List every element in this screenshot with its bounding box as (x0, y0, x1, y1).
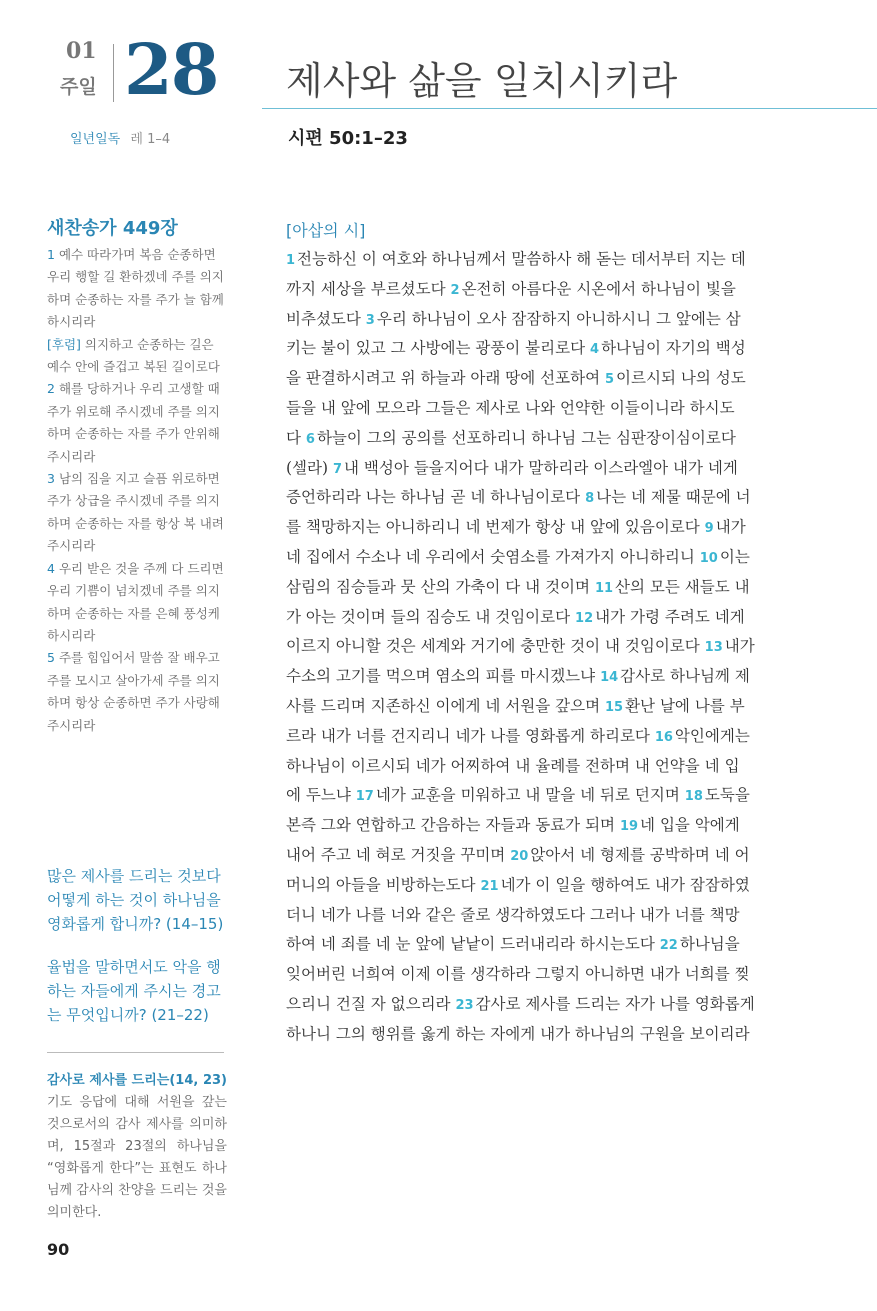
sidebar-divider (47, 1052, 224, 1053)
verse-text: 하나니 그의 행위를 옳게 하는 자에게 내가 하나님의 구원을 보이리라 (286, 1024, 750, 1043)
day-number: 28 (124, 28, 218, 111)
verse-number: 10 (699, 550, 718, 566)
hymn-line (47, 647, 227, 669)
verse-text: 네가 이 일을 행하여도 내가 잠잠하였 (500, 875, 750, 894)
psalm-line (286, 603, 788, 633)
header-divider (113, 44, 114, 102)
hymn-line (47, 401, 227, 423)
verse-number: 11 (594, 580, 614, 596)
verse-number: 4 (590, 342, 600, 358)
lyric-text: 주시리라 (47, 717, 96, 733)
hymn-line (47, 289, 227, 311)
verse-text: 악인에게는 (674, 726, 750, 745)
hymn-line (47, 423, 227, 445)
psalm-line (286, 245, 788, 275)
psalm-line (286, 781, 788, 811)
verse-text: 환난 날에 나를 부 (625, 696, 745, 715)
verse-text: 증언하리라 나는 하나님 곧 네 하나님이로다 (286, 488, 586, 507)
hymn-line (47, 580, 227, 602)
verse-number: 3 (365, 312, 375, 328)
psalm-text (286, 245, 788, 1050)
psalm-line (286, 841, 788, 871)
lyric-text: 우리 받은 것을 주께 다 드리면 (58, 560, 224, 576)
verse-number: 13 (704, 640, 723, 656)
verse-text: 에 두느냐 (286, 786, 356, 805)
hymn-line (47, 625, 227, 647)
title-underline (262, 108, 877, 109)
psalm-line (286, 960, 788, 990)
lyric-text: 하며 항상 순종하면 주가 사랑해 (47, 695, 220, 711)
lyric-text: 예수 안에 즐겁고 복된 길이로다 (47, 359, 220, 375)
hymn-line (47, 378, 227, 400)
verse-number: 8 (585, 491, 595, 507)
psalm-line (286, 454, 788, 484)
lyric-text: 주시리라 (47, 538, 96, 554)
page-title: 제사와 삶을 일치시키라 (286, 59, 678, 103)
verse-text: 수소의 고기를 먹으며 염소의 피를 마시겠느냐 (286, 667, 601, 686)
psalm-heading: [아삽의 시] (286, 221, 366, 240)
psalm-line (286, 901, 788, 931)
verse-text: 하여 네 죄를 네 눈 앞에 낱낱이 드러내리라 하시는도다 (286, 935, 660, 954)
verse-number: 3 (47, 471, 59, 487)
hymn-line (47, 311, 227, 333)
verse-text: 네 입을 악에게 (640, 816, 740, 835)
psalm-line (286, 573, 788, 603)
verse-number: 2 (450, 282, 460, 298)
psalm-line (286, 632, 788, 662)
verse-number: 23 (455, 997, 474, 1013)
study-note-highlight: 감사로 제사를 드리는(14, 23) (47, 1073, 227, 1088)
verse-number: 22 (659, 938, 678, 954)
verse-text: 삼림의 짐승들과 뭇 산의 가축이 다 내 것이며 (286, 577, 595, 596)
psalm-line (286, 334, 788, 364)
verse-text: 내가 (715, 518, 746, 537)
verse-text: 하늘이 그의 공의를 선포하리니 하나님 그는 심판장이심이로다 (316, 428, 736, 447)
yearly-reading (70, 128, 170, 147)
lyric-text: 남의 짐을 지고 슬픔 위로하면 (58, 471, 220, 487)
verse-text: 을 판결하시려고 위 하늘과 아래 땅에 선포하여 (286, 369, 605, 388)
verse-number: 12 (575, 610, 594, 626)
verse-number: 1 (286, 253, 296, 268)
verse-text: 까지 세상을 부르셨도다 (286, 279, 451, 298)
verse-number: 1 (47, 247, 59, 262)
verse-text: 나는 네 제물 때문에 너 (596, 488, 751, 507)
psalm-line (286, 662, 788, 692)
verse-text: 전능하신 이 여호와 하나님께서 말씀하사 해 돋는 데서부터 지는 데 (297, 250, 746, 268)
yearly-reading-label: 일년일독 (70, 132, 121, 147)
psalm-line (286, 752, 788, 782)
psalm-line (286, 394, 788, 424)
hymn-line (47, 670, 227, 692)
psalm-line (286, 424, 788, 454)
verse-number: 5 (47, 650, 59, 666)
verse-text: 네가 교훈을 미워하고 내 말을 네 뒤로 던지며 (375, 786, 685, 805)
weekday-label: 주일 (60, 76, 97, 98)
verse-text: 내 백성아 들을지어다 내가 말하리라 이스라엘아 내가 네게 (344, 458, 738, 477)
verse-text: 감사로 제사를 드리는 자가 나를 영화롭게 (475, 994, 755, 1013)
lyric-text: 의지하고 순종하는 길은 (84, 336, 214, 352)
hymn-line (47, 490, 227, 512)
verse-text: 본즉 그와 연합하고 간음하는 자들과 동료가 되며 (286, 816, 620, 835)
page-number: 90 (47, 1240, 70, 1259)
verse-text: 더니 네가 나를 너와 같은 줄로 생각하였도다 그러나 내가 너를 책망 (286, 905, 740, 924)
verse-text: 앉아서 네 형제를 공박하며 네 어 (530, 845, 750, 864)
study-note-text: 기도 응답에 대해 서원을 갚는 것으로서의 감사 제사를 의미하며, 15절과 23절의 하나님을 “영화롭게 한다”는 표현도 하나님께 감사의 찬양을 드리는 것을 의미한다. (47, 1095, 227, 1220)
verse-text: 이는 (719, 547, 750, 566)
lyric-text: 하시리라 (47, 627, 96, 643)
lyric-text: 하며 순종하는 자를 항상 복 내려 (47, 515, 224, 531)
lyric-text: 주를 힘입어서 말씀 잘 배우고 (58, 650, 220, 666)
verse-text: 하나님이 이르시되 네가 어찌하여 내 율례를 전하며 내 언약을 네 입 (286, 756, 740, 775)
lyric-text: 예수 따라가며 복음 순종하면 (58, 247, 216, 262)
passage-reference: 시편 50:1–23 (288, 128, 408, 149)
verse-text: 하나님을 (679, 935, 740, 954)
lyric-text: 하시리라 (47, 314, 96, 330)
psalm-line (286, 811, 788, 841)
verse-text: 사를 드리며 지존하신 이에게 네 서원을 갚으며 (286, 696, 605, 715)
hymn-line (47, 535, 227, 557)
psalm-line (286, 1020, 788, 1050)
hymn-line (47, 334, 227, 356)
verse-text: 우리 하나님이 오사 잠잠하지 아니하시니 그 앞에는 삼 (376, 309, 741, 328)
verse-text: 르라 내가 너를 건지리니 네가 나를 영화롭게 하리로다 (286, 726, 655, 745)
verse-text: 내가 가령 주려도 네게 (595, 607, 745, 626)
verse-number: 14 (600, 670, 619, 686)
refrain-label: [후렴] (47, 336, 85, 352)
hymn-line (47, 513, 227, 535)
verse-text: 으리니 건질 자 없으리라 (286, 994, 456, 1013)
verse-number: 9 (704, 521, 714, 537)
psalm-line (286, 483, 788, 513)
verse-number: 19 (619, 819, 639, 835)
verse-text: 키는 불이 있고 그 사방에는 광풍이 불리로다 (286, 339, 591, 358)
hymn-line (47, 446, 227, 468)
hymn-line (47, 692, 227, 714)
hymn-line (47, 715, 227, 737)
verse-text: (셀라) (286, 458, 333, 477)
lyric-text: 주가 위로해 주시겠네 주를 의지 (47, 403, 220, 419)
lyric-text: 주를 모시고 살아가세 주를 의지 (47, 672, 220, 688)
verse-text: 온전히 아름다운 시온에서 하나님이 빛을 (461, 279, 736, 298)
verse-number: 18 (684, 789, 703, 805)
psalm-line (286, 305, 788, 335)
question-2: 율법을 말하면서도 악을 행하는 자들에게 주시는 경고는 무엇입니까? (21–22) (47, 958, 221, 1024)
verse-text: 이르시되 나의 성도 (616, 369, 746, 388)
verse-number: 20 (510, 848, 529, 864)
lyric-text: 하며 순종하는 자를 은혜 풍성케 (47, 605, 220, 621)
psalm-line (286, 871, 788, 901)
verse-number: 17 (355, 789, 374, 805)
verse-text: 내가 (724, 637, 755, 656)
verse-number: 4 (47, 560, 59, 576)
psalm-line (286, 543, 788, 573)
verse-text: 내어 주고 네 혀로 거짓을 꾸미며 (286, 845, 511, 864)
hymn-line (47, 558, 227, 580)
psalm-line (286, 990, 788, 1020)
psalm-line (286, 275, 788, 305)
verse-number: 6 (305, 431, 315, 447)
lyric-text: 주시리라 (47, 448, 96, 464)
verse-text: 이르지 아니할 것은 세계와 거기에 충만한 것이 내 것임이로다 (286, 637, 705, 656)
verse-number: 21 (480, 878, 499, 894)
lyric-text: 하며 순종하는 자를 주가 안위해 (47, 426, 220, 442)
verse-text: 하나님이 자기의 백성 (601, 339, 746, 358)
lyric-text: 우리 기쁨이 넘치겠네 주를 의지 (47, 583, 220, 599)
verse-text: 산의 모든 새들도 내 (615, 577, 750, 596)
verse-text: 머니의 아들을 비방하는도다 (286, 875, 481, 894)
hymn-line (47, 356, 227, 378)
hymn-line (47, 244, 227, 266)
psalm-line (286, 513, 788, 543)
psalm-line (286, 692, 788, 722)
psalm-line (286, 722, 788, 752)
hymn-line (47, 603, 227, 625)
lyric-text: 우리 행할 길 환하겠네 주를 의지 (47, 269, 224, 285)
hymn-lyrics (47, 244, 227, 737)
verse-text: 비추셨도다 (286, 309, 366, 328)
lyric-text: 하며 순종하는 자를 주가 늘 함께 (47, 291, 224, 307)
verse-text: 잊어버린 너희여 이제 이를 생각하라 그렇지 아니하면 내가 너희를 찢 (286, 965, 750, 984)
psalm-line (286, 930, 788, 960)
question-1: 많은 제사를 드리는 것보다 어떻게 하는 것이 하나님을 영화롭게 합니까? (14–15) (47, 867, 224, 933)
hymn-line (47, 266, 227, 288)
verse-number: 7 (332, 461, 343, 477)
verse-text: 를 책망하지는 아니하리니 네 번제가 항상 내 앞에 있음이로다 (286, 518, 705, 537)
verse-text: 감사로 하나님께 제 (620, 667, 750, 686)
verse-number: 15 (604, 699, 624, 715)
verse-text: 다 (286, 428, 306, 447)
lyric-text: 주가 상급을 주시겠네 주를 의지 (47, 493, 220, 509)
verse-number: 2 (47, 381, 59, 397)
hymn-line (47, 468, 227, 490)
psalm-line (286, 364, 788, 394)
verse-text: 들을 내 앞에 모으라 그들은 제사로 나와 언약한 이들이니라 하시도 (286, 398, 735, 417)
study-note (47, 1070, 227, 1224)
yearly-reading-ref: 레 1–4 (130, 132, 171, 147)
verse-number: 5 (604, 372, 615, 388)
verse-text: 도둑을 (704, 786, 750, 805)
lyric-text: 해를 당하거나 우리 고생할 때 (58, 381, 220, 397)
verse-number: 16 (654, 729, 673, 745)
verse-text: 네 집에서 수소나 네 우리에서 숫염소를 가져가지 아니하리니 (286, 547, 700, 566)
hymn-title: 새찬송가 449장 (47, 218, 178, 239)
verse-text: 가 아는 것이며 들의 짐승도 내 것임이로다 (286, 607, 576, 626)
month-number: 01 (66, 38, 97, 64)
